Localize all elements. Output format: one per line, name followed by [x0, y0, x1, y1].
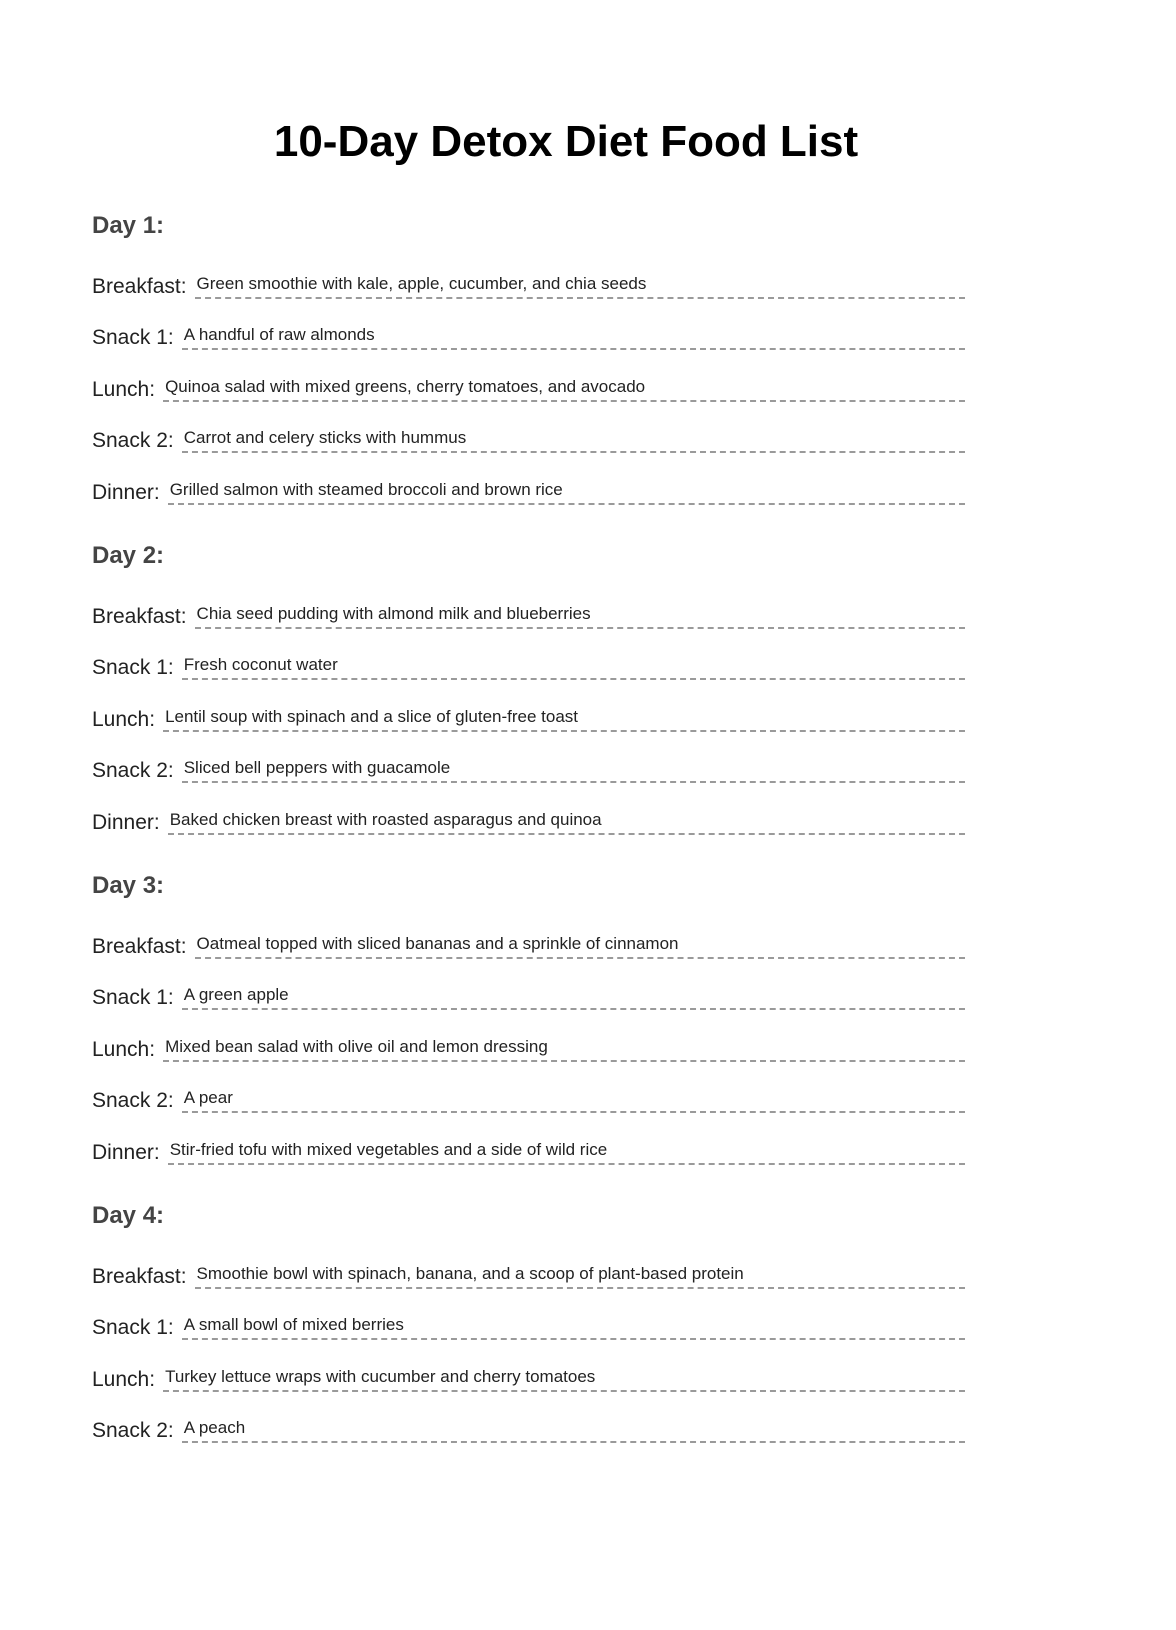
- meal-label: Lunch:: [92, 1037, 156, 1061]
- meal-row: [92, 923, 965, 975]
- meal-label: Lunch:: [92, 707, 156, 731]
- meal-label: Snack 2:: [92, 429, 174, 452]
- meal-label: Breakfast:: [92, 1264, 187, 1288]
- meal-label: Snack 2:: [92, 759, 174, 782]
- meal-field[interactable]: Baked chicken breast with roasted asparagus and quinoa: [168, 810, 965, 835]
- meal-field[interactable]: A peach: [182, 1418, 965, 1443]
- meal-row: [92, 1078, 965, 1130]
- meal-label: Snack 2:: [92, 1089, 174, 1112]
- meal-field[interactable]: Quinoa salad with mixed greens, cherry tomatoes, and avocado: [163, 377, 965, 402]
- meal-label: Dinner:: [92, 1140, 160, 1164]
- meal-row: [92, 645, 965, 697]
- meal-field[interactable]: Mixed bean salad with olive oil and lemon dressing: [163, 1037, 965, 1062]
- meal-row: [92, 418, 965, 470]
- meal-label: Snack 1:: [92, 986, 174, 1009]
- meal-field[interactable]: Carrot and celery sticks with hummus: [182, 428, 965, 453]
- day-section: [92, 1201, 965, 1531]
- meal-field[interactable]: Lentil soup with spinach and a slice of gluten-free toast: [163, 707, 965, 732]
- meal-label: Snack 2:: [92, 1419, 174, 1442]
- meal-field[interactable]: Stir-fried tofu with mixed vegetables and a side of wild rice: [168, 1140, 965, 1165]
- meal-row: [92, 1408, 965, 1460]
- meal-field[interactable]: A handful of raw almonds: [182, 325, 965, 350]
- meal-label: Snack 1:: [92, 1316, 174, 1339]
- meal-field[interactable]: A green apple: [182, 985, 965, 1010]
- meal-field[interactable]: Green smoothie with kale, apple, cucumber, and chia seeds: [195, 274, 965, 299]
- meal-row: [92, 1129, 965, 1181]
- page-title: 10-Day Detox Diet Food List: [273, 117, 859, 166]
- day-heading: Day 4:: [92, 1202, 165, 1229]
- meal-row: [92, 469, 965, 521]
- meal-label: Dinner:: [92, 480, 160, 504]
- meal-row: [92, 315, 965, 367]
- meal-field[interactable]: Smoothie bowl with spinach, banana, and a scoop of plant-based protein: [195, 1264, 965, 1289]
- meal-row: [92, 1305, 965, 1357]
- meal-row: [92, 975, 965, 1027]
- meal-field[interactable]: Fresh coconut water: [182, 655, 965, 680]
- meal-field[interactable]: A pear: [182, 1088, 965, 1113]
- meal-label: Lunch:: [92, 377, 156, 401]
- meal-row: [92, 1026, 965, 1078]
- day-section: [92, 211, 965, 541]
- meal-field[interactable]: Sliced bell peppers with guacamole: [182, 758, 965, 783]
- meal-field[interactable]: A small bowl of mixed berries: [182, 1315, 965, 1340]
- meal-label: Dinner:: [92, 810, 160, 834]
- meal-label: Breakfast:: [92, 604, 187, 628]
- meal-row: [92, 1356, 965, 1408]
- meal-row: [92, 366, 965, 418]
- meal-row: [92, 1253, 965, 1305]
- meal-row: [92, 593, 965, 645]
- day-section: [92, 541, 965, 871]
- meal-plan: [92, 211, 965, 1531]
- meal-field[interactable]: Oatmeal topped with sliced bananas and a sprinkle of cinnamon: [195, 934, 965, 959]
- day-heading: Day 2:: [92, 542, 165, 569]
- meal-row: [92, 696, 965, 748]
- meal-label: Snack 1:: [92, 656, 174, 679]
- meal-field[interactable]: Grilled salmon with steamed broccoli and brown rice: [168, 480, 965, 505]
- meal-field[interactable]: Turkey lettuce wraps with cucumber and cherry tomatoes: [163, 1367, 965, 1392]
- meal-label: Breakfast:: [92, 934, 187, 958]
- meal-row: [92, 799, 965, 851]
- meal-label: Snack 1:: [92, 326, 174, 349]
- day-heading: Day 3:: [92, 872, 165, 899]
- day-heading: Day 1:: [92, 212, 165, 239]
- meal-row: [92, 263, 965, 315]
- meal-label: Breakfast:: [92, 274, 187, 298]
- meal-row: [92, 748, 965, 800]
- meal-field[interactable]: Chia seed pudding with almond milk and blueberries: [195, 604, 965, 629]
- meal-label: Lunch:: [92, 1367, 156, 1391]
- day-section: [92, 871, 965, 1201]
